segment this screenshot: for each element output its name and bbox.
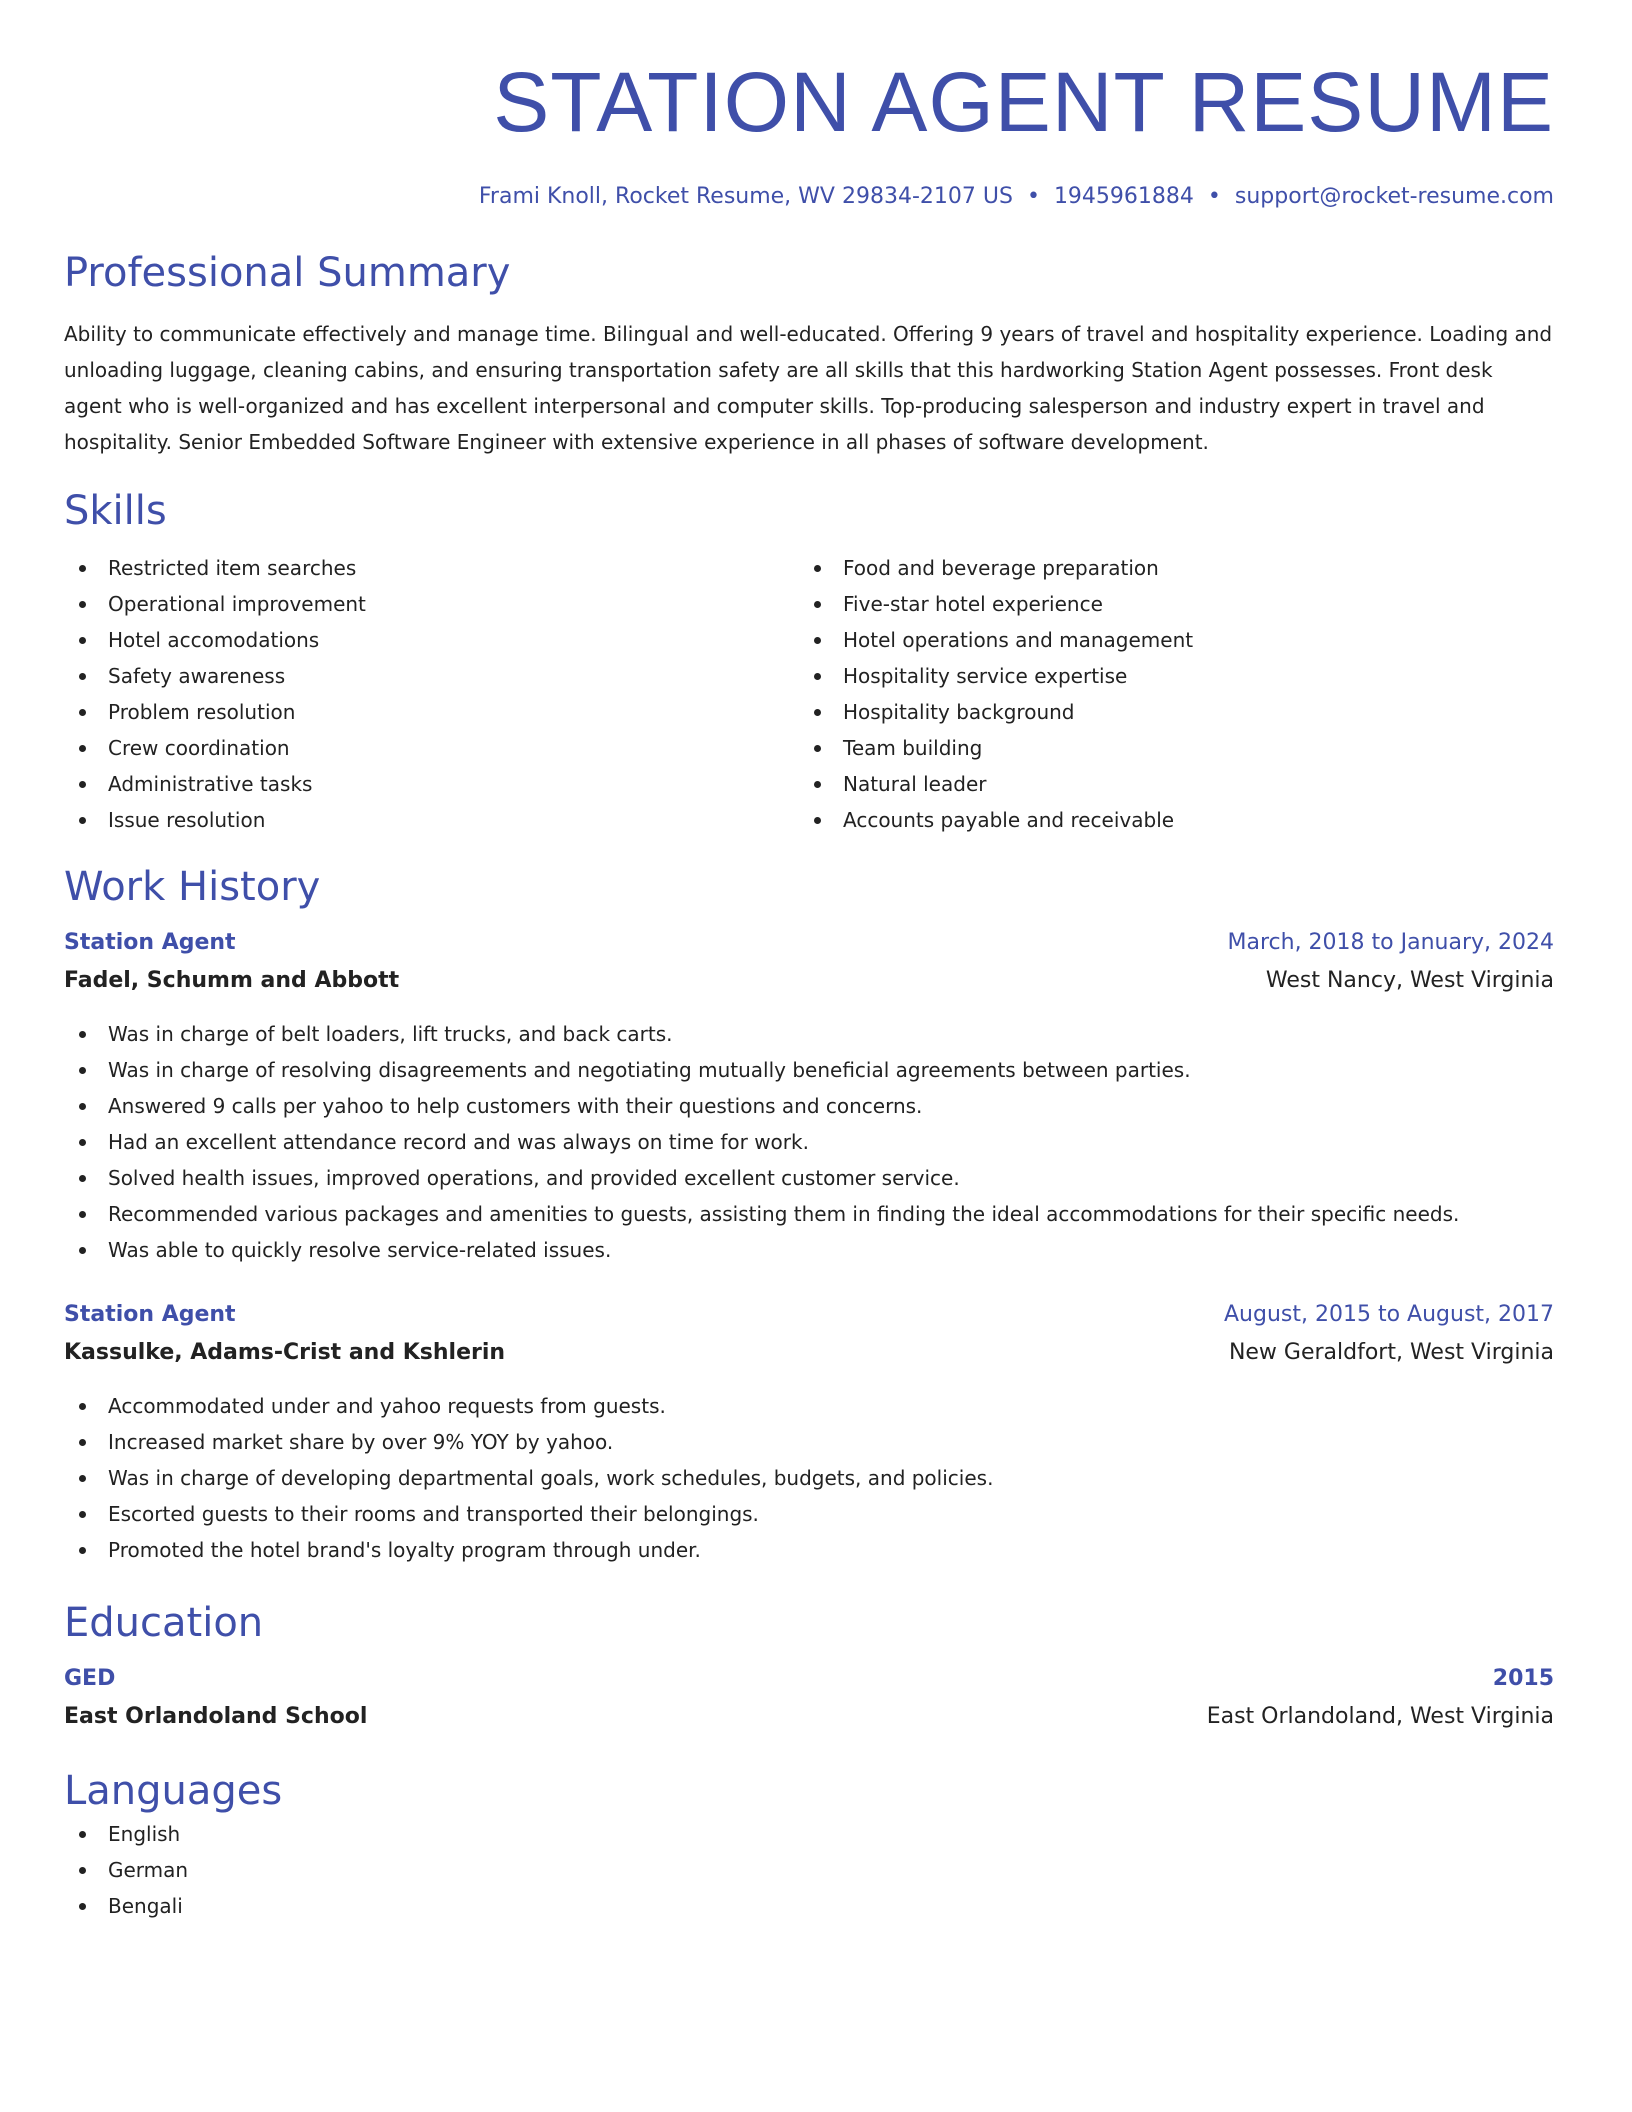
job-entry (64, 924, 1554, 1268)
skill-item: Hospitality background (799, 694, 1534, 730)
job-company: Kassulke, Adams-Crist and Kshlerin (64, 1340, 506, 1365)
skill-item: Crew coordination (64, 730, 799, 766)
skill-item: Operational improvement (64, 586, 799, 622)
job-company: Fadel, Schumm and Abbott (64, 968, 400, 993)
education-year: 2015 (1492, 1666, 1554, 1691)
languages-list (64, 1816, 1554, 1924)
job-company-row (64, 1334, 1554, 1372)
work-history-heading: Work History (64, 864, 321, 910)
skills-list-left (64, 550, 799, 838)
education-school-row (64, 1698, 1554, 1736)
skill-item: Safety awareness (64, 658, 799, 694)
job-duty: Promoted the hotel brand's loyalty program through under. (64, 1532, 1554, 1568)
job-duty: Was able to quickly resolve service-related issues. (64, 1232, 1554, 1268)
skill-item: Issue resolution (64, 802, 799, 838)
skill-item: Hotel accomodations (64, 622, 799, 658)
language-item: English (64, 1816, 1554, 1852)
skill-item: Team building (799, 730, 1534, 766)
skill-item: Natural leader (799, 766, 1534, 802)
skill-item: Restricted item searches (64, 550, 799, 586)
contact-separator: • (1207, 184, 1221, 209)
skills-heading: Skills (64, 488, 167, 534)
language-item: Bengali (64, 1888, 1554, 1924)
job-duty: Was in charge of developing departmental goals, work schedules, budgets, and policies. (64, 1460, 1554, 1496)
summary-heading: Professional Summary (64, 250, 511, 296)
skills-list-right (799, 550, 1534, 838)
job-company-row (64, 962, 1554, 1000)
education-entry (64, 1660, 1554, 1736)
contact-phone: 1945961884 (1053, 184, 1194, 209)
languages-heading: Languages (64, 1768, 283, 1814)
skills-grid (64, 550, 1554, 838)
skill-item: Hospitality service expertise (799, 658, 1534, 694)
job-duty: Was in charge of belt loaders, lift trucks, and back carts. (64, 1016, 1554, 1052)
skill-item: Accounts payable and receivable (799, 802, 1534, 838)
contact-separator: • (1026, 184, 1040, 209)
job-location: New Geraldfort, West Virginia (1228, 1340, 1554, 1365)
resume-page (64, 0, 1554, 1924)
job-role: Station Agent (64, 1302, 236, 1327)
education-location: East Orlandoland, West Virginia (1206, 1704, 1554, 1729)
job-duty: Increased market share by over 9% YOY by yahoo. (64, 1424, 1554, 1460)
job-entry (64, 1296, 1554, 1568)
summary-text: Ability to communicate effectively and manage time. Bilingual and well-educated. Offering 9 years of travel and hospitality experience. Loading and unloading luggage, cleaning cabins, and ensuring transportation safety are all skills that this hardworking Station Agent possesses. Front desk agent who is well-organized and has excellent interpersonal and computer skills. Top-producing salesperson and industry expert in travel and hospitality. Senior Embedded Software Engineer with extensive experience in all phases of software development. (64, 322, 1553, 454)
skill-item: Food and beverage preparation (799, 550, 1534, 586)
job-duty: Solved health issues, improved operations, and provided excellent customer service. (64, 1160, 1554, 1196)
job-duties-list (64, 1388, 1554, 1568)
contact-line (64, 182, 1554, 212)
education-heading: Education (64, 1600, 264, 1646)
job-dates: March, 2018 to January, 2024 (1227, 930, 1554, 955)
resume-title: STATION AGENT RESUME (493, 55, 1554, 149)
job-duty: Recommended various packages and amenities to guests, assisting them in finding the ideal accommodations for their specific needs. (64, 1196, 1554, 1232)
job-header-row (64, 1296, 1554, 1334)
language-item: German (64, 1852, 1554, 1888)
job-dates: August, 2015 to August, 2017 (1224, 1302, 1554, 1327)
job-role: Station Agent (64, 930, 236, 955)
job-header-row (64, 924, 1554, 962)
job-duty: Had an excellent attendance record and was always on time for work. (64, 1124, 1554, 1160)
contact-email: support@rocket-resume.com (1234, 184, 1554, 209)
skill-item: Hotel operations and management (799, 622, 1534, 658)
contact-address: Frami Knoll, Rocket Resume, WV 29834-2107 US (478, 184, 1013, 209)
job-duty: Accommodated under and yahoo requests from guests. (64, 1388, 1554, 1424)
skill-item: Administrative tasks (64, 766, 799, 802)
education-degree: GED (64, 1666, 116, 1691)
job-duties-list (64, 1016, 1554, 1268)
job-location: West Nancy, West Virginia (1265, 968, 1554, 993)
skill-item: Problem resolution (64, 694, 799, 730)
job-duty: Was in charge of resolving disagreements and negotiating mutually beneficial agreements between parties. (64, 1052, 1554, 1088)
job-duty: Answered 9 calls per yahoo to help customers with their questions and concerns. (64, 1088, 1554, 1124)
skill-item: Five-star hotel experience (799, 586, 1534, 622)
education-header-row (64, 1660, 1554, 1698)
education-school: East Orlandoland School (64, 1704, 368, 1729)
job-duty: Escorted guests to their rooms and transported their belongings. (64, 1496, 1554, 1532)
